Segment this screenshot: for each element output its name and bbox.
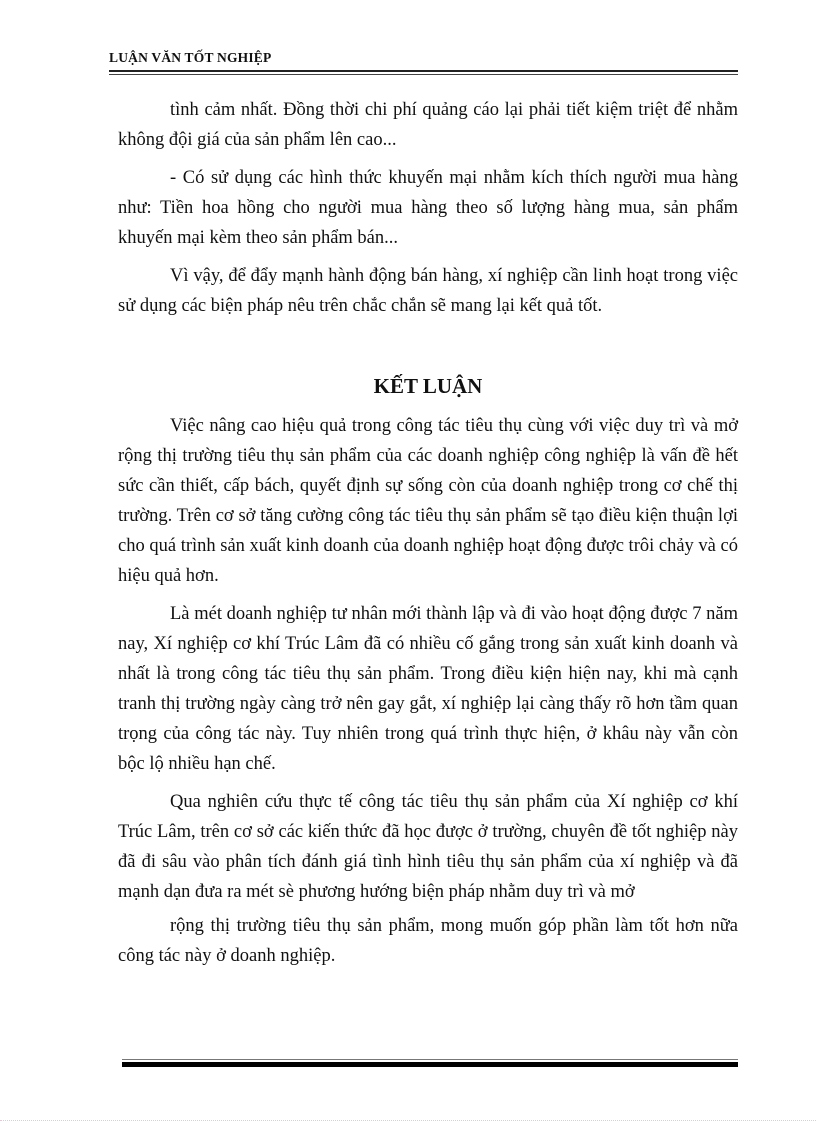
conclusion-body [118,411,738,971]
page-edge-dotted-line [0,1120,816,1121]
conclusion-paragraph-1: Việc nâng cao hiệu quả trong công tác tiêu thụ cùng với việc duy trì và mở rộng thị trường tiêu thụ sản phẩm của các doanh nghiệp công nghiệp là vấn đề hết sức cần thiết, cấp bách, quyết định sự sống còn của doanh nghiệp trong cơ chế thị trường. Trên cơ sở tăng cường công tác tiêu thụ sản phẩm sẽ tạo điều kiện thuận lợi cho quá trình sản xuất kinh doanh của doanh nghiệp hoạt động được trôi chảy và có hiệu quả hơn. [118,416,738,586]
paragraph-promotion: - Có sử dụng các hình thức khuyến mại nhằm kích thích người mua hàng như: Tiền hoa hồng cho người mua hàng theo số lượng hàng mua, sản phẩm khuyến mại kèm theo sản phẩm bán... [118,168,738,248]
paragraph-summary: Vì vậy, để đẩy mạnh hành động bán hàng, xí nghiệp cần linh hoạt trong việc sử dụng các biện pháp nêu trên chắc chắn sẽ mang lại kết quả tốt. [118,266,738,316]
header-double-rule-left [109,70,123,75]
conclusion-paragraph-4: rộng thị trường tiêu thụ sản phẩm, mong muốn góp phần làm tốt hơn nữa công tác này ở doanh nghiệp. [118,916,738,966]
section-body [118,95,738,321]
footer-double-rule [122,1059,738,1067]
page-header-title: LUẬN VĂN TỐT NGHIỆP [109,50,272,65]
conclusion-paragraph-3: Qua nghiên cứu thực tế công tác tiêu thụ sản phẩm của Xí nghiệp cơ khí Trúc Lâm, trên cơ sở các kiến thức đã học được ở trường, chuyên đề tốt nghiệp này đã đi sâu vào phân tích đánh giá tình hình tiêu thụ sản phẩm của xí nghiệp và đã mạnh dạn đưa ra mét sè phương hướng biện pháp nhằm duy trì và mở [118,792,738,902]
header-double-rule [122,70,738,75]
paragraph-continuation: tình cảm nhất. Đồng thời chi phí quảng cáo lại phải tiết kiệm triệt để nhằm không đội giá của sản phẩm lên cao... [118,100,738,150]
conclusion-heading: KẾT LUẬN [373,374,483,398]
conclusion-paragraph-2: Là mét doanh nghiệp tư nhân mới thành lập và đi vào hoạt động được 7 năm nay, Xí nghiệp cơ khí Trúc Lâm đã có nhiều cố gắng trong sản xuất kinh doanh và nhất là trong công tác tiêu thụ sản phẩm. Trong điều kiện hiện nay, khi mà cạnh tranh thị trường ngày càng trở nên gay gắt, xí nghiệp lại càng thấy rõ hơn tầm quan trọng của công tác này. Tuy nhiên trong quá trình thực hiện, ở khâu này vẫn còn bộc lộ nhiều hạn chế. [118,604,738,774]
